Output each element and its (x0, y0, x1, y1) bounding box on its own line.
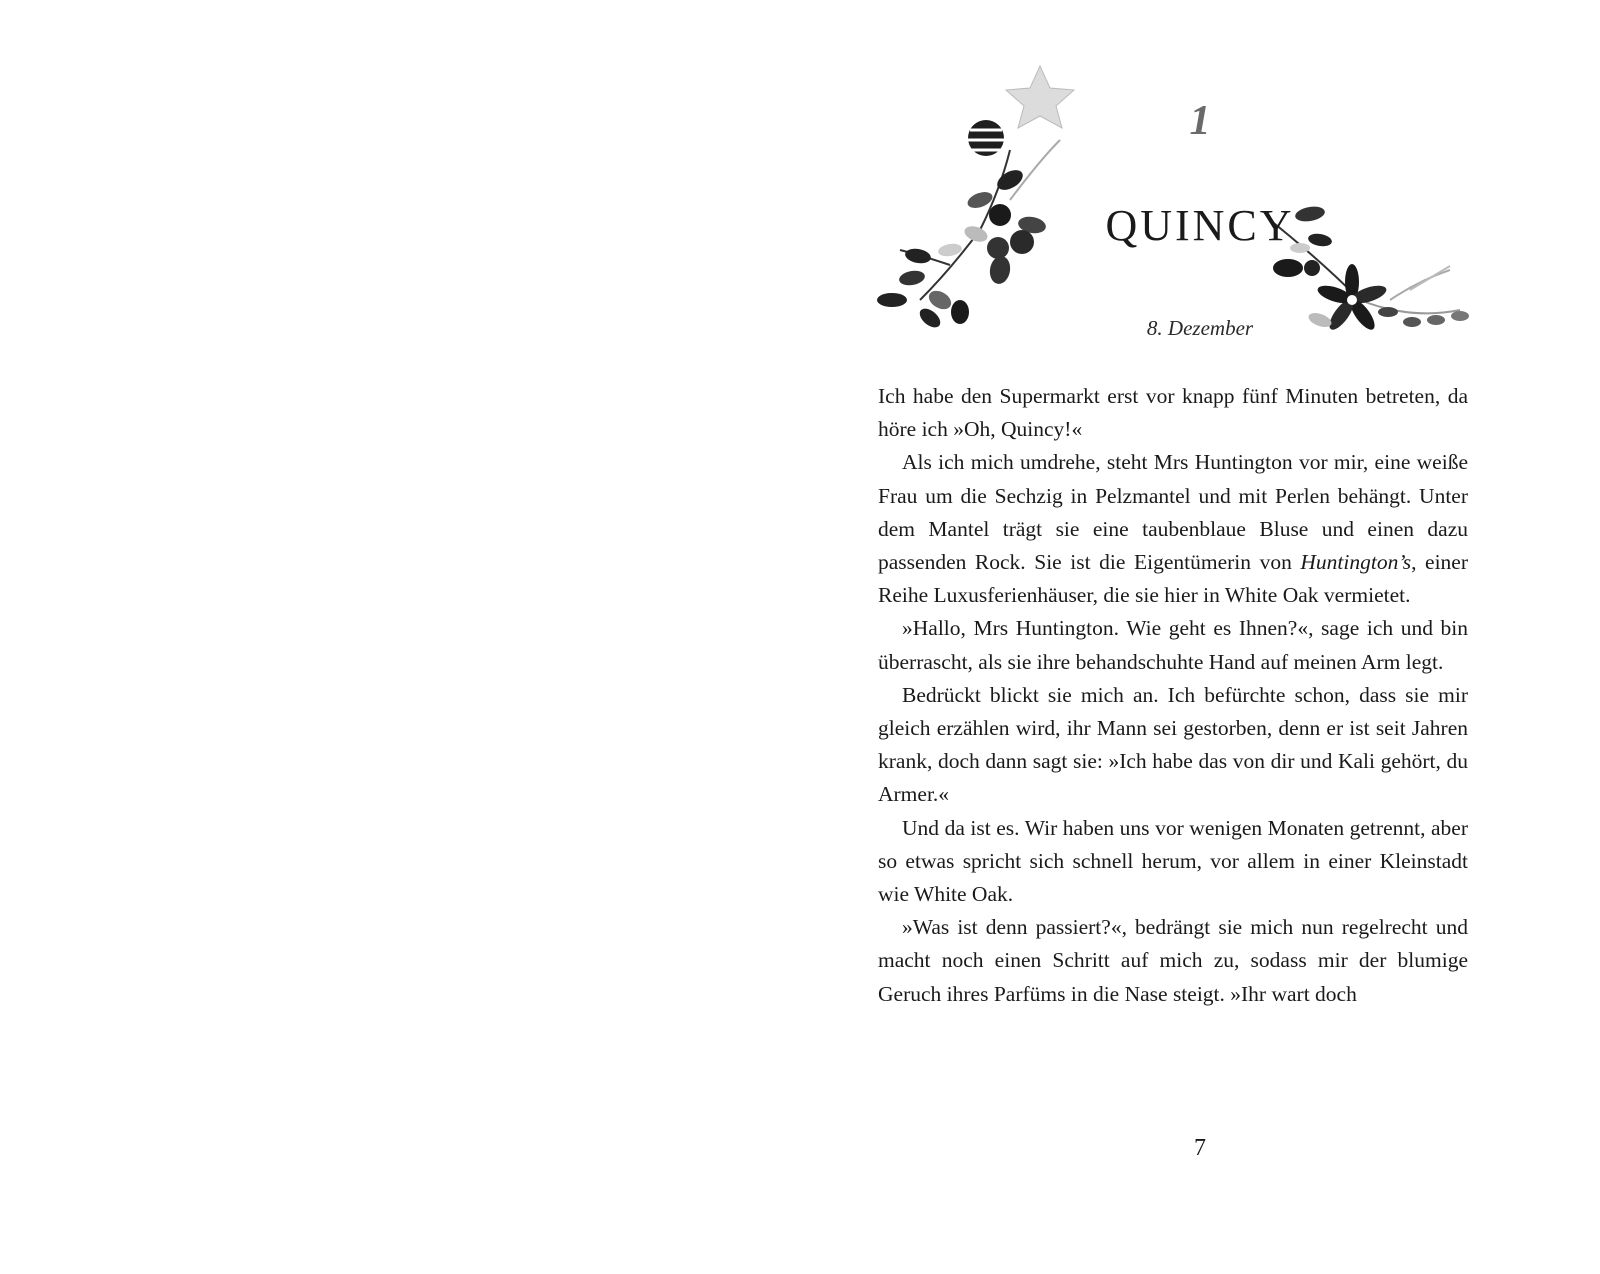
paragraph: »Hallo, Mrs Huntington. Wie geht es Ihnen?«, sage ich und bin überrascht, als sie ihre behandschuhte Hand auf meinen Arm legt. (878, 616, 1468, 674)
paragraph: Und da ist es. Wir haben uns vor wenigen Monaten getrennt, aber so etwas spricht sich schnell herum, vor allem in einer Kleinstadt wie White Oak. (878, 815, 1468, 907)
paragraph-text: Als ich mich umdrehe, steht Mrs Huntington vor mir, eine weiße Frau um die Sechzig in Pelzmantel und mit Perlen behängt. Unter dem Mantel trägt sie eine taubenblaue Bluse und einen dazu passenden Rock. Sie ist die Eigentümerin von (878, 450, 1468, 575)
body-text (878, 380, 1468, 1011)
italic-title: Huntington’s (1300, 550, 1412, 575)
paragraph: »Was ist denn passiert?«, bedrängt sie mich nun regelrecht und macht noch einen Schritt auf mich zu, sodass mir der blumige Geruch ihres Parfüms in die Nase steigt. »Ihr wart doch (878, 915, 1468, 1006)
paragraph: Bedrückt blickt sie mich an. Ich befürchte schon, dass sie mir gleich erzählen wird, ihr Mann sei gestorben, denn er ist seit Jahren krank, doch dann sagt sie: »Ich habe das von dir und Kali gehört, du Armer.« (878, 682, 1468, 807)
chapter-date: 8. Dezember (1146, 316, 1254, 340)
paragraph (878, 446, 1468, 612)
chapter-title: QUINCY (1105, 201, 1295, 250)
paragraph-text: , einer Reihe Luxusferienhäuser, die sie hier in White Oak vermietet. (878, 550, 1468, 608)
paragraph: Ich habe den Supermarkt erst vor knapp fünf Minuten betreten, da höre ich »Oh, Quincy!« (878, 384, 1468, 442)
page-number: 7 (1194, 1135, 1206, 1161)
chapter-number: 1 (1189, 98, 1211, 144)
right-page (800, 0, 1600, 1274)
